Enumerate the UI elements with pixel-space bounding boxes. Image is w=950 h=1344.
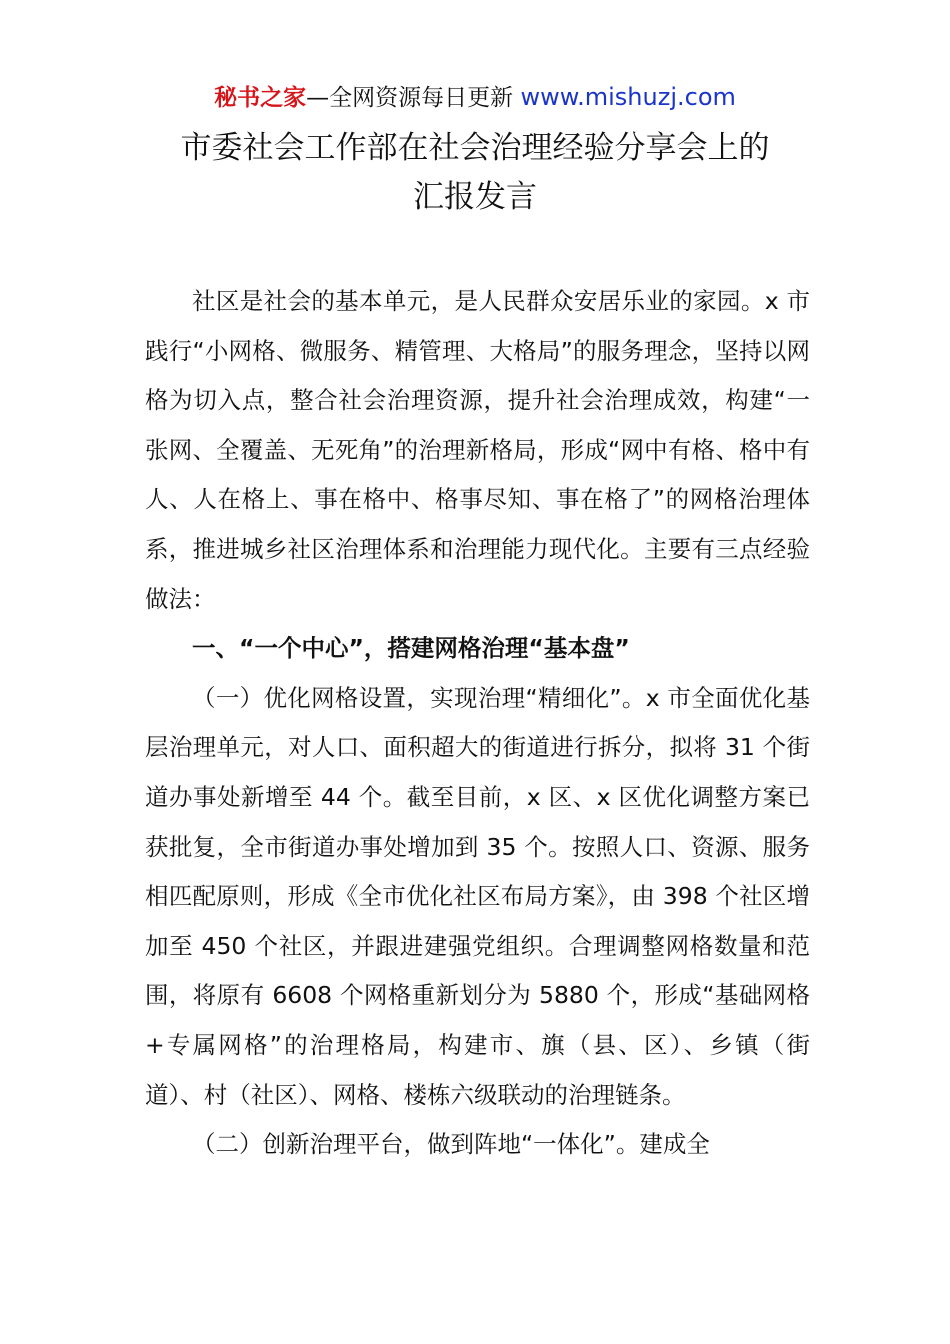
brand-name: 秘书之家 (214, 85, 307, 111)
document-title-line-2: 汇报发言 (413, 179, 537, 215)
subsection-paragraph-1: （一）优化网格设置，实现治理“精细化”。x 市全面优化基层治理单元，对人口、面积超大的街道进行拆分，拟将 31 个街道办事处新增至 44 个。截至目前，x 区、x 区优化调整方案已获批复，全市街道办事处增加到 35 个。按照人口、资源、服务相匹配原则，形成《全市优化社区布局方案》，由 398 个社区增加至 450 个社区，并跟进建强党组织。合理调整网格数量和范围，将原有 6608 个网格重新划分为 5880 个，形成“基础网格+专属网格”的治理格局，构建市、旗（县、区）、乡镇（街道）、村（社区）、网格、楼栋六级联动的治理链条。 (145, 683, 810, 1109)
site-header (0, 82, 950, 113)
subsection-paragraph-2: （二）创新治理平台，做到阵地“一体化”。建成全 (192, 1130, 710, 1159)
intro-paragraph: 社区是社会的基本单元，是人民群众安居乐业的家园。x 市践行“小网格、微服务、精管理、大格局”的服务理念，坚持以网格为切入点，整合社会治理资源，提升社会治理成效，构建“一张网、全覆盖、无死角”的治理新格局，形成“网中有格、格中有人、人在格上、事在格中、格事尽知、事在格了”的网格治理体系，推进城乡社区治理体系和治理能力现代化。主要有三点经验做法： (145, 287, 810, 613)
section-heading-1: 一、“一个中心”，搭建网格治理“基本盘” (192, 634, 630, 663)
header-tagline: —全网资源每日更新 (306, 85, 521, 111)
document-title-line-1: 市委社会工作部在社会治理经验分享会上的 (180, 130, 770, 166)
document-body (145, 277, 810, 1170)
site-url-link[interactable]: www.mishuzj.com (520, 83, 736, 111)
